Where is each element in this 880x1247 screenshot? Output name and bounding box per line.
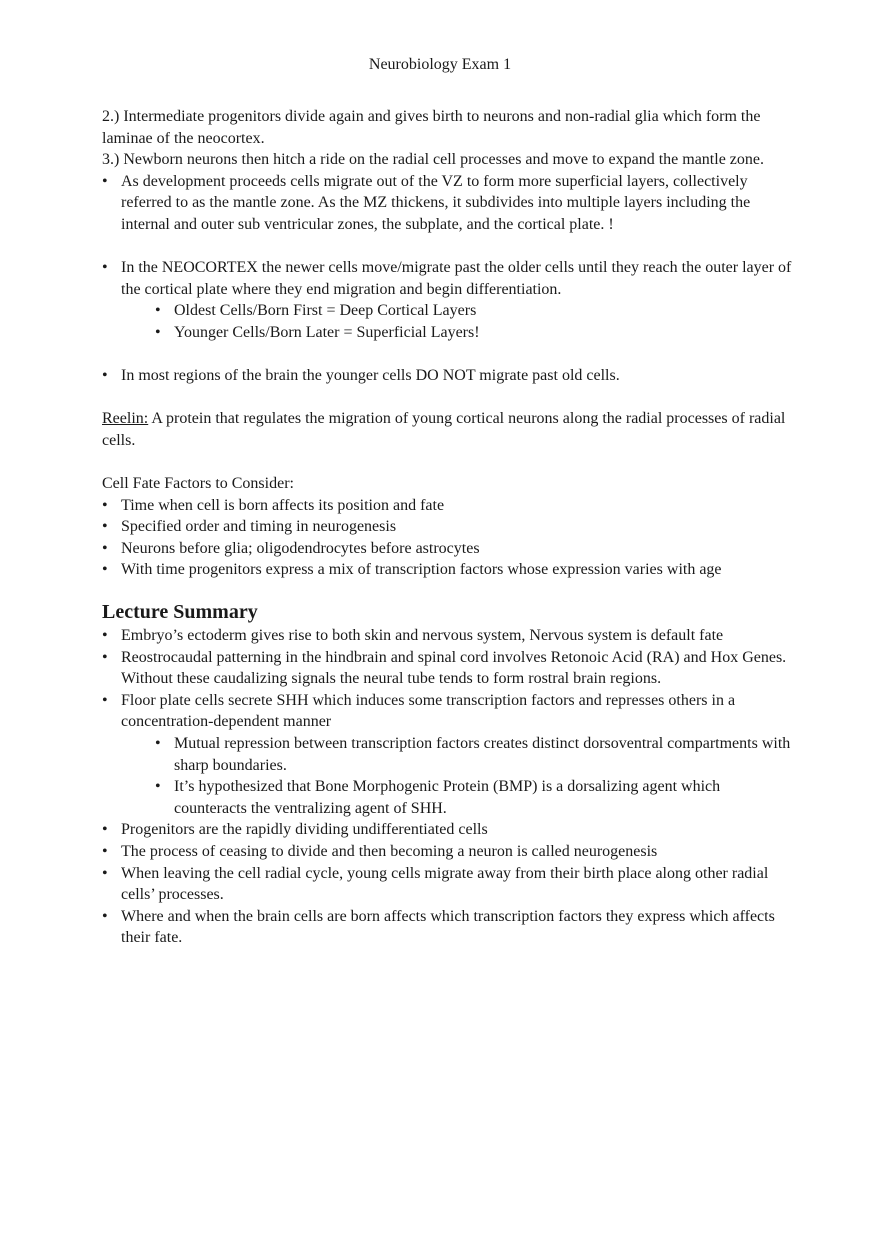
list-item: • Neurons before glia; oligodendrocytes before astrocytes xyxy=(102,538,792,560)
list-item: • Where and when the brain cells are born affects which transcription factors they express which affects their fate. xyxy=(102,906,792,949)
bullet-list xyxy=(102,495,792,581)
section-heading: Lecture Summary xyxy=(102,601,258,624)
bullet-list xyxy=(102,171,792,236)
list-item: • Reostrocaudal patterning in the hindbrain and spinal cord involves Retonoic Acid (RA) and Hox Genes. Without these caudalizing signals the neural tube tends to form rostral brain regions. xyxy=(102,647,792,690)
list-item: • Embryo’s ectoderm gives rise to both skin and nervous system, Nervous system is default fate xyxy=(102,625,792,647)
list-item: • In most regions of the brain the younger cells DO NOT migrate past old cells. xyxy=(102,365,792,387)
sub-list-item: • Oldest Cells/Born First = Deep Cortical Layers xyxy=(121,300,792,322)
intro-paragraph: 3.) Newborn neurons then hitch a ride on the radial cell processes and move to expand the mantle zone. xyxy=(102,151,764,169)
list-item: • With time progenitors express a mix of transcription factors whose expression varies with age xyxy=(102,559,792,581)
list-item: • Specified order and timing in neurogenesis xyxy=(102,516,792,538)
list-item-text: Floor plate cells secrete SHH which induces some transcription factors and represses others in a concentration-dependent manner xyxy=(121,691,736,731)
bullet-list xyxy=(102,625,792,949)
bullet-list xyxy=(102,257,792,343)
list-item-text: In the NEOCORTEX the newer cells move/migrate past the older cells until they reach the outer layer of the cortical plate where they end migration and begin differentiation. xyxy=(121,259,792,298)
list-item: • Time when cell is born affects its position and fate xyxy=(102,495,792,517)
list-item: • When leaving the cell radial cycle, young cells migrate away from their birth place along other radial cells’ processes. xyxy=(102,863,792,906)
list-item: • As development proceeds cells migrate out of the VZ to form more superficial layers, collectively referred to as the mantle zone. As the MZ thickens, it subdivides into multiple layers including the internal and outer sub ventricular zones, the subplate, and the cortical plate. ! xyxy=(102,171,792,236)
sub-bullet-list xyxy=(121,300,792,343)
sub-bullet-list xyxy=(121,733,792,819)
bullet-list xyxy=(102,365,792,387)
list-item xyxy=(102,690,792,820)
sub-list-item: • Younger Cells/Born Later = Superficial Layers! xyxy=(121,322,792,344)
page-header-title: Neurobiology Exam 1 xyxy=(368,56,512,73)
cell-fate-heading: Cell Fate Factors to Consider: xyxy=(102,475,294,493)
reelin-term: Reelin: xyxy=(102,410,149,428)
reelin-definition xyxy=(102,408,792,451)
sub-list-item: • Mutual repression between transcription factors creates distinct dorsoventral compartments with sharp boundaries. xyxy=(121,733,792,776)
reelin-text: A protein that regulates the migration of young cortical neurons along the radial processes of radial cells. xyxy=(102,410,786,449)
sub-list-item: • It’s hypothesized that Bone Morphogenic Protein (BMP) is a dorsalizing agent which counteracts the ventralizing agent of SHH. xyxy=(121,776,792,819)
list-item: • The process of ceasing to divide and then becoming a neuron is called neurogenesis xyxy=(102,841,792,863)
list-item: • Progenitors are the rapidly dividing undifferentiated cells xyxy=(102,819,792,841)
list-item xyxy=(102,257,792,343)
intro-paragraph: 2.) Intermediate progenitors divide again and gives birth to neurons and non-radial glia which form the laminae of the neocortex. xyxy=(102,108,761,147)
document-body xyxy=(102,106,792,949)
